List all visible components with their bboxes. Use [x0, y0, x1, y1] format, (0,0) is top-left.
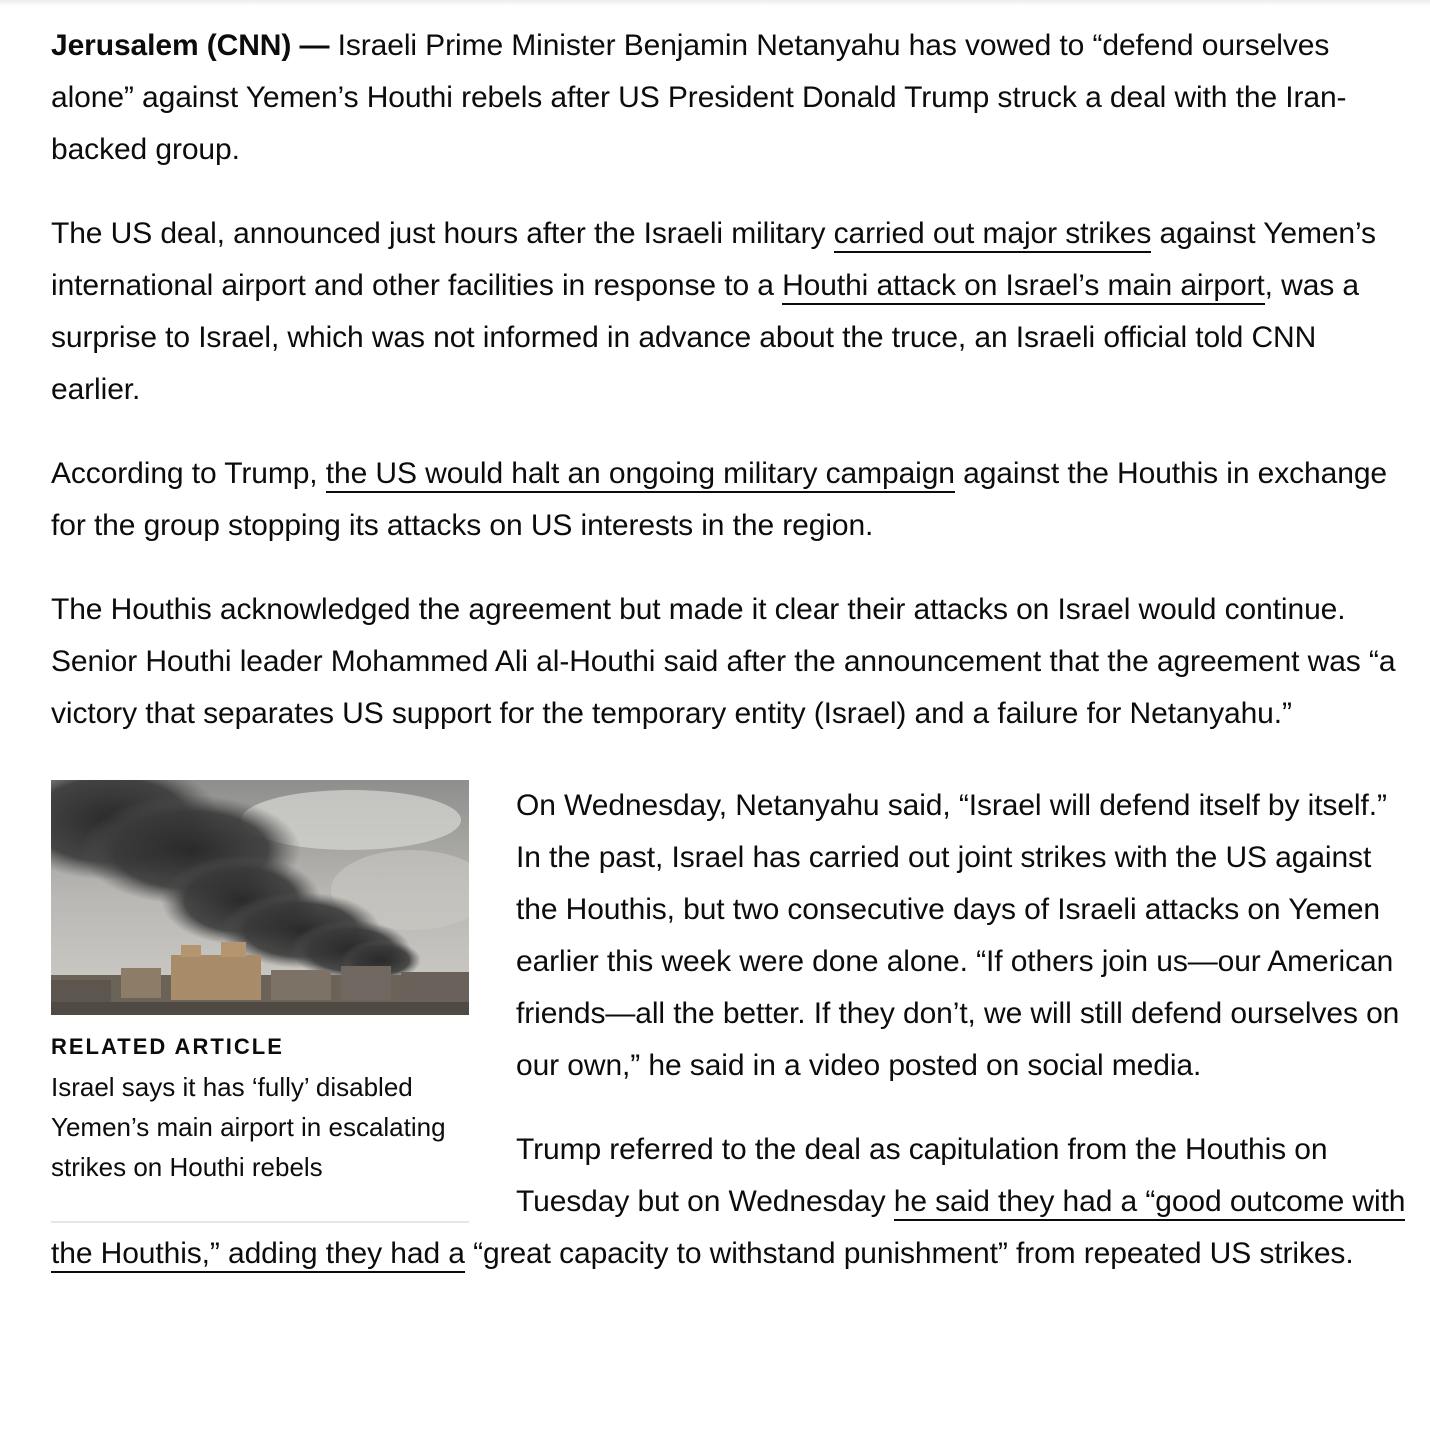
link-us-halt-military-campaign[interactable]: the US would halt an ongoing military campaign: [326, 457, 955, 493]
paragraph-text: According to Trump,: [51, 457, 326, 490]
link-houthi-attack-main-airport[interactable]: Houthi attack on Israel’s main airport: [782, 269, 1265, 305]
related-article-card[interactable]: [51, 780, 469, 1223]
paragraph-text: against the Houthis in exchange for the group stopping its attacks on US interests in the region.: [51, 457, 1387, 542]
related-article-divider: [51, 1221, 469, 1223]
paragraph-text: The Houthis acknowledged the agreement but made it clear their attacks on Israel would continue. Senior Houthi leader Mohammed Ali al-Houthi said after the announcement that the agreement was “a victory that separates US support for the temporary entity (Israel) and a failure for Netanyahu.”: [51, 593, 1396, 730]
paragraph-intro: [51, 20, 1411, 176]
dateline: Jerusalem (CNN) —: [51, 29, 330, 62]
related-article-kicker: RELATED ARTICLE: [51, 1034, 284, 1059]
paragraph-text: against Yemen’s international airport and other facilities in response to a: [51, 217, 1376, 302]
link-good-outcome-with-houthis[interactable]: he said they had a “good outcome with the Houthis,” adding they had a: [51, 1185, 1405, 1273]
related-article-block-wrapper: [51, 780, 1411, 1280]
paragraph-us-deal: [51, 208, 1411, 416]
paragraph-text: Trump referred to the deal as capitulation from the Houthis on Tuesday but on Wednesday: [516, 1133, 1328, 1218]
related-article-image[interactable]: [51, 780, 469, 1015]
paragraph-text: On Wednesday, Netanyahu said, “Israel will defend itself by itself.” In the past, Israel has carried out joint strikes with the US against the Houthis, but two consecutive days of Israeli attacks on Yemen earlier this week were done alone. “If others join us—our American friends—all the better. If they don’t, we will still defend ourselves on our own,” he said in a video posted on social media.: [516, 789, 1400, 1082]
paragraph-text: The US deal, announced just hours after the Israeli military: [51, 217, 834, 250]
related-article-title-link[interactable]: Israel says it has ‘fully’ disabled Yemen’s main airport in escalating strikes on Houthi rebels: [51, 1072, 446, 1182]
link-carried-out-major-strikes[interactable]: carried out major strikes: [834, 217, 1152, 253]
article-body: [51, 0, 1411, 1280]
paragraph-text: , was a surprise to Israel, which was not informed in advance about the truce, an Israeli official told CNN earlier.: [51, 269, 1359, 406]
paragraph-trump-halt: [51, 448, 1411, 552]
paragraph-houthis-acknowledged: [51, 584, 1411, 740]
paragraph-text: “great capacity to withstand punishment” from repeated US strikes.: [464, 1237, 1354, 1270]
paragraph-intro-text: Israeli Prime Minister Benjamin Netanyahu has vowed to “defend ourselves alone” against Yemen’s Houthi rebels after US President Donald Trump struck a deal with the Iran-backed group.: [51, 29, 1347, 166]
